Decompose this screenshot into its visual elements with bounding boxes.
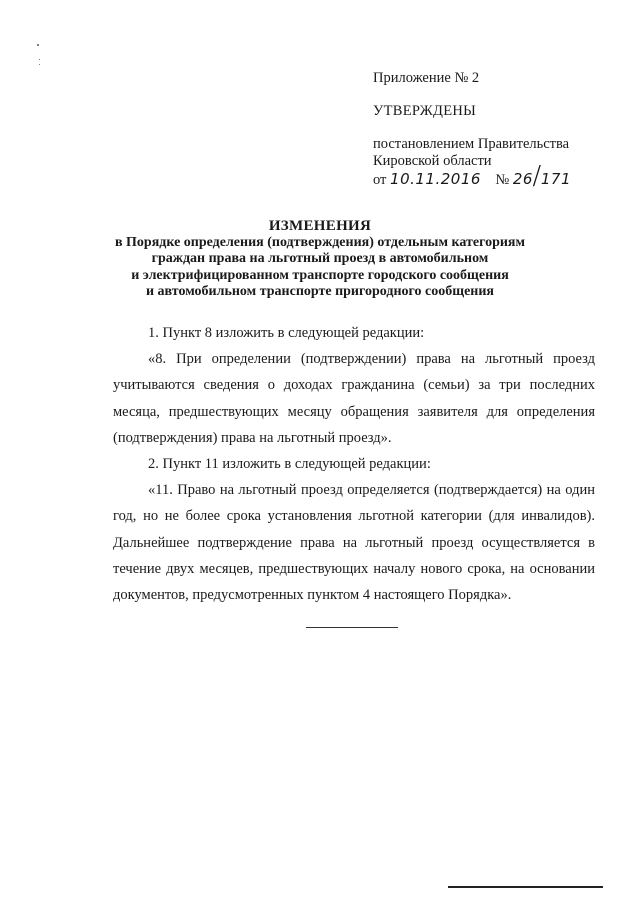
item-2-heading: 2. Пункт 11 изложить в следующей редакции: — [148, 456, 431, 473]
date-prefix: от — [373, 172, 387, 188]
appendix-label: Приложение № 2 — [373, 70, 480, 86]
document-title — [80, 218, 560, 301]
document-body — [113, 320, 595, 608]
number-prefix: № — [495, 172, 510, 188]
scan-speck — [37, 44, 39, 46]
number-part-2: 171 — [540, 170, 572, 188]
title-line: и автомобильном транспорте пригородного сообщения — [145, 284, 494, 299]
authority-region: Кировской области — [373, 153, 492, 169]
approved-label: УТВЕРЖДЕНЫ — [373, 103, 477, 119]
slash-mark: / — [533, 160, 540, 191]
item-1-text: «8. При определении (подтверждении) права на льготный проезд учитываются сведения о доходах гражданина (семьи) за три последних месяца, предшествующих месяцу обращения заявителя для определения (подтверждения) права на льготный проезд». — [113, 351, 595, 446]
number-part-1: 26 — [512, 170, 533, 188]
authority-line: постановлением Правительства — [373, 136, 570, 152]
scan-speck — [39, 64, 40, 65]
item-2-text: «11. Право на льготный проезд определяется (подтверждается) на один год, но не более срока установления льготной категории (для инвалидов). Дальнейшее подтверждение права на льготный проезд осуществляется в течение двух месяцев, предшествующих началу нового срока, на основании документов, предусмотренных пунктом 4 настоящего Порядка». — [113, 482, 595, 604]
handwritten-number — [512, 160, 572, 191]
separator-line — [306, 627, 398, 628]
scan-speck — [39, 59, 40, 60]
title-line: граждан права на льготный проезд в автомобильном — [151, 251, 489, 266]
handwritten-date: 10.11.2016 — [390, 170, 481, 188]
approval-block — [373, 70, 623, 189]
footer-line — [448, 886, 603, 888]
title-line: и электрифицированном транспорте городского сообщения — [131, 267, 509, 283]
title-main: ИЗМЕНЕНИЯ — [268, 218, 372, 234]
item-1-heading: 1. Пункт 8 изложить в следующей редакции: — [148, 325, 425, 341]
title-line: в Порядке определения (подтверждения) отдельным категориям — [114, 234, 526, 250]
